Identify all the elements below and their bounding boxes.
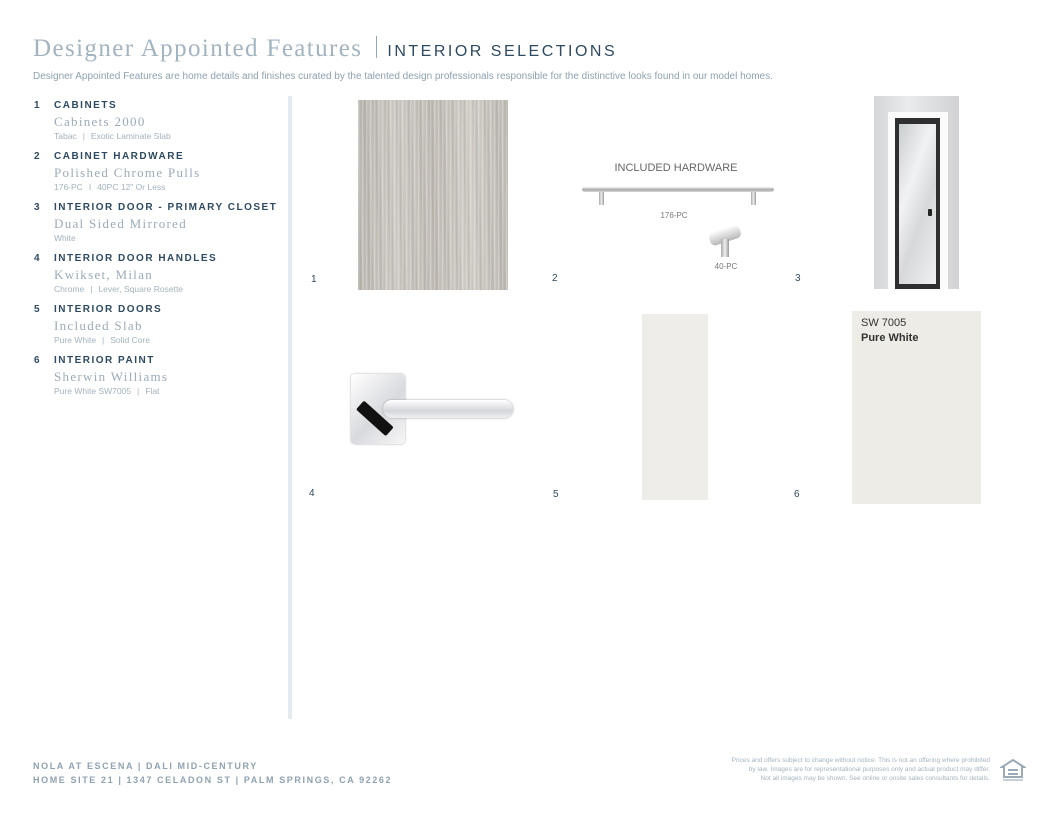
feature-name: Cabinets 2000 xyxy=(54,114,146,129)
footer-community xyxy=(33,759,392,787)
vertical-divider xyxy=(288,96,292,719)
detail-separator: | xyxy=(102,335,105,345)
knob-code-label: 40-PC xyxy=(714,262,738,271)
image-number-6: 6 xyxy=(794,489,800,500)
feature-closet-door xyxy=(34,202,284,253)
feature-category: CABINETS xyxy=(54,100,118,111)
feature-category: INTERIOR PAINT xyxy=(54,355,155,366)
image-number-3: 3 xyxy=(795,273,801,284)
equal-housing-icon xyxy=(1000,757,1026,783)
feature-number: 1 xyxy=(34,100,40,111)
detail-a: White xyxy=(54,233,76,243)
feature-interior-doors xyxy=(34,304,284,355)
detail-b: Flat xyxy=(145,386,160,396)
disclaimer-line-3: Not all images may be shown. See online or onsite sales consultants for details. xyxy=(760,775,990,782)
feature-detail xyxy=(54,233,284,243)
feature-category: INTERIOR DOORS xyxy=(54,304,163,315)
detail-b: 40PC 12" Or Less xyxy=(97,182,166,192)
feature-cabinet-hardware xyxy=(34,151,284,202)
detail-b: Solid Core xyxy=(110,335,150,345)
feature-category: CABINET HARDWARE xyxy=(54,151,185,162)
feature-name: Polished Chrome Pulls xyxy=(54,165,201,180)
cabinet-wood-swatch xyxy=(358,100,508,290)
feature-number: 4 xyxy=(34,253,40,264)
image-number-2: 2 xyxy=(552,273,558,284)
feature-interior-paint xyxy=(34,355,284,406)
feature-number: 5 xyxy=(34,304,40,315)
detail-a: Chrome xyxy=(54,284,85,294)
paint-code: SW 7005 xyxy=(861,317,907,329)
feature-number: 3 xyxy=(34,202,40,213)
knob-stem-image xyxy=(721,239,729,257)
detail-separator: | xyxy=(82,131,85,141)
detail-separator: | xyxy=(137,386,140,396)
detail-b: Lever, Square Rosette xyxy=(98,284,184,294)
feature-detail xyxy=(54,131,284,141)
detail-separator: | xyxy=(90,284,93,294)
lever-arm-image xyxy=(383,400,513,418)
door-knob xyxy=(928,209,932,216)
door-mirror xyxy=(899,124,936,284)
hardware-label: INCLUDED HARDWARE xyxy=(614,162,738,174)
page-header xyxy=(33,34,1035,82)
disclaimer-line-2: by law. Images are for representational purposes only and actual product may differ. xyxy=(748,766,990,773)
feature-cabinets xyxy=(34,100,284,151)
features-list xyxy=(34,100,284,406)
footer-disclaimer xyxy=(732,756,990,783)
image-number-4: 4 xyxy=(309,488,315,499)
feature-name: Sherwin Williams xyxy=(54,369,169,384)
feature-number: 2 xyxy=(34,151,40,162)
title-divider xyxy=(376,36,377,58)
page-title: Designer Appointed Features xyxy=(33,35,363,62)
feature-category: INTERIOR DOOR HANDLES xyxy=(54,253,218,264)
feature-name: Kwikset, Milan xyxy=(54,267,154,282)
disclaimer-line-1: Prices and offers subject to change without notice. This is not an offering where prohibited xyxy=(731,757,990,764)
feature-number: 6 xyxy=(34,355,40,366)
pull-leg-left xyxy=(599,192,604,205)
image-number-1: 1 xyxy=(311,274,317,285)
mirrored-door-photo xyxy=(874,96,959,289)
title-row xyxy=(33,34,1035,63)
feature-name: Dual Sided Mirrored xyxy=(54,216,188,231)
detail-a: 176-PC xyxy=(54,182,83,192)
footer-line-1: NOLA AT ESCENA | DALI MID-CENTURY xyxy=(33,761,258,771)
door-slab-swatch xyxy=(642,314,708,500)
page-subtitle: Designer Appointed Features are home details and finishes curated by the talented design professionals responsible for the distinctive looks found in our model homes. xyxy=(33,71,773,82)
feature-detail xyxy=(54,182,284,192)
feature-detail xyxy=(54,284,284,294)
detail-a: Tabac xyxy=(54,131,77,141)
image-number-5: 5 xyxy=(553,489,559,500)
feature-category: INTERIOR DOOR - PRIMARY CLOSET xyxy=(54,202,278,213)
feature-name: Included Slab xyxy=(54,318,143,333)
detail-separator: I xyxy=(88,182,92,192)
paint-swatch xyxy=(852,311,981,504)
pull-code-label: 176-PC xyxy=(660,211,688,220)
section-title: INTERIOR SELECTIONS xyxy=(387,43,618,60)
feature-detail xyxy=(54,386,284,396)
detail-b: Exotic Laminate Slab xyxy=(90,131,171,141)
footer-line-2: HOME SITE 21 | 1347 CELADON ST | PALM SPRINGS, CA 92262 xyxy=(33,775,393,785)
feature-door-handles xyxy=(34,253,284,304)
paint-name: Pure White xyxy=(861,332,919,344)
pull-leg-right xyxy=(751,192,756,205)
feature-detail xyxy=(54,335,284,345)
pull-bar-image xyxy=(582,187,774,192)
detail-a: Pure White SW7005 xyxy=(54,386,132,396)
detail-a: Pure White xyxy=(54,335,97,345)
